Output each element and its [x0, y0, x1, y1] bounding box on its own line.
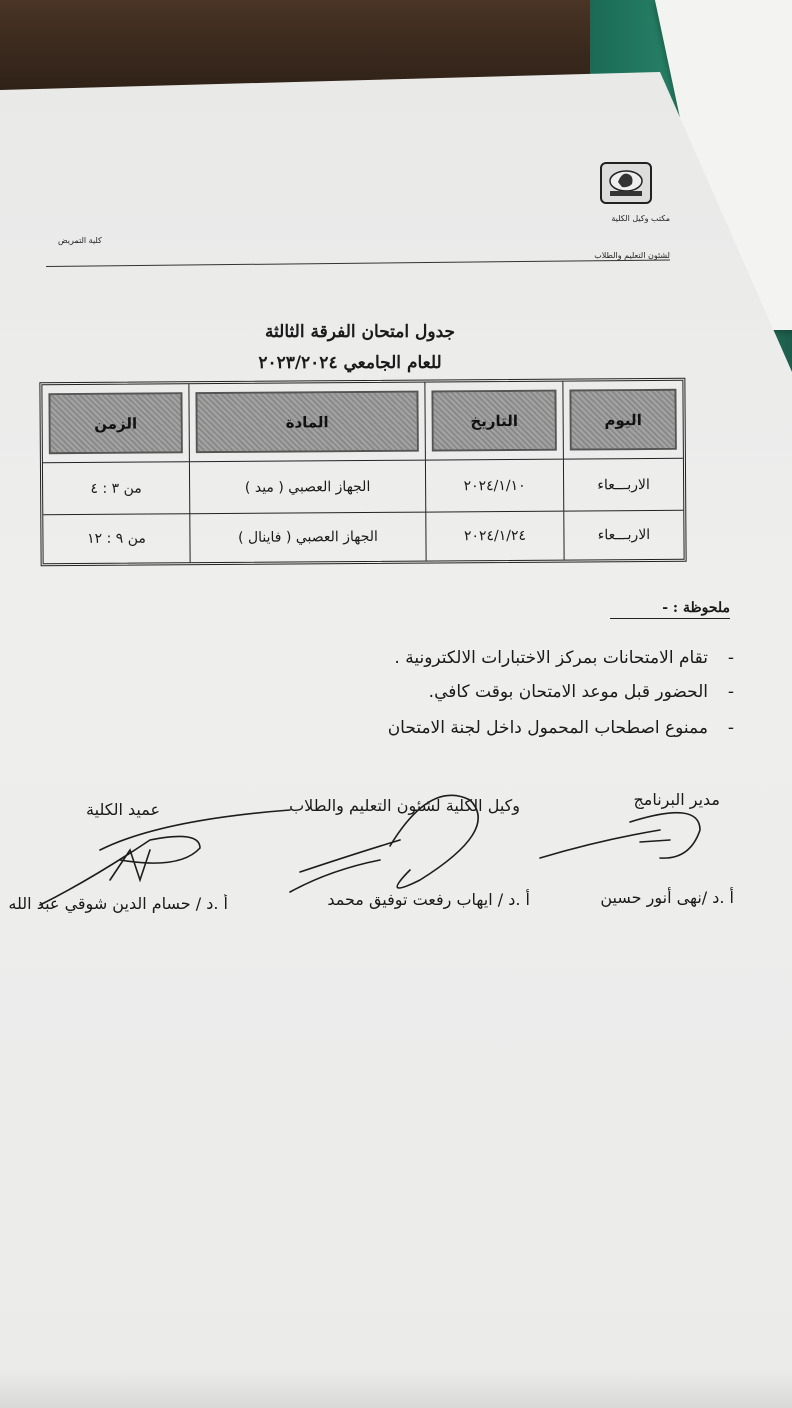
document-title: جدول امتحان الفرقة الثالثة: [264, 322, 456, 342]
note-item: - تقام الامتحانات بمركز الاختبارات الالكترونية .: [394, 648, 734, 668]
table-cell-time: من ٩ : ١٢: [86, 530, 146, 547]
table-cell-time: من ٣ : ٤: [43, 462, 189, 515]
header-date: التاريخ: [424, 382, 563, 461]
table-cell-subject: الجهاز العصبي ( فاينال ): [189, 513, 425, 563]
exam-schedule-table: [39, 378, 686, 567]
table-cell-date: ٢٠٢٤/١/١٠: [425, 460, 563, 513]
faculty-name: كلية التمريض: [58, 236, 102, 245]
signatory-title-vice-dean: وكيل الكلية لشئون التعليم والطلاب: [289, 796, 520, 815]
signatory-title-dean: عميد الكلية: [86, 800, 160, 819]
office-title: مكتب وكيل الكلية: [611, 214, 670, 223]
page-shadow: [0, 1370, 792, 1408]
university-logo-icon: [600, 162, 652, 204]
header-day: اليوم: [562, 381, 683, 460]
table-cell-day: الاربـــعاء: [563, 459, 683, 512]
signatory-name-dean: أ .د / حسام الدين شوقي عبد الله: [8, 894, 228, 913]
signatory-name-vice-dean: أ .د / ايهاب رفعت توفيق محمد: [327, 890, 530, 909]
note-item: - ممنوع اصطحاب المحمول داخل لجنة الامتحان: [387, 718, 734, 738]
document-page: [0, 72, 792, 1408]
header-time: الزمن: [42, 384, 189, 463]
note-item: - الحضور قبل موعد الامتحان بوقت كافي.: [428, 682, 734, 702]
office-subtitle: لشئون التعليم والطلاب: [594, 251, 670, 260]
table-cell-day: الاربـــعاء: [563, 511, 683, 560]
signatory-name-program-director: أ .د /نهى أنور حسين: [600, 888, 734, 907]
academic-year: للعام الجامعي ٢٠٢٣/٢٠٢٤: [258, 353, 442, 373]
table-cell-subject: الجهاز العصبي ( ميد ): [189, 461, 425, 515]
notes-heading: ملحوظة : -: [610, 600, 730, 619]
table-cell-date: ٢٠٢٤/١/٢٤: [425, 512, 563, 561]
signatory-title-program-director: مدير البرنامج: [633, 790, 720, 809]
header-subject: المادة: [188, 383, 425, 463]
